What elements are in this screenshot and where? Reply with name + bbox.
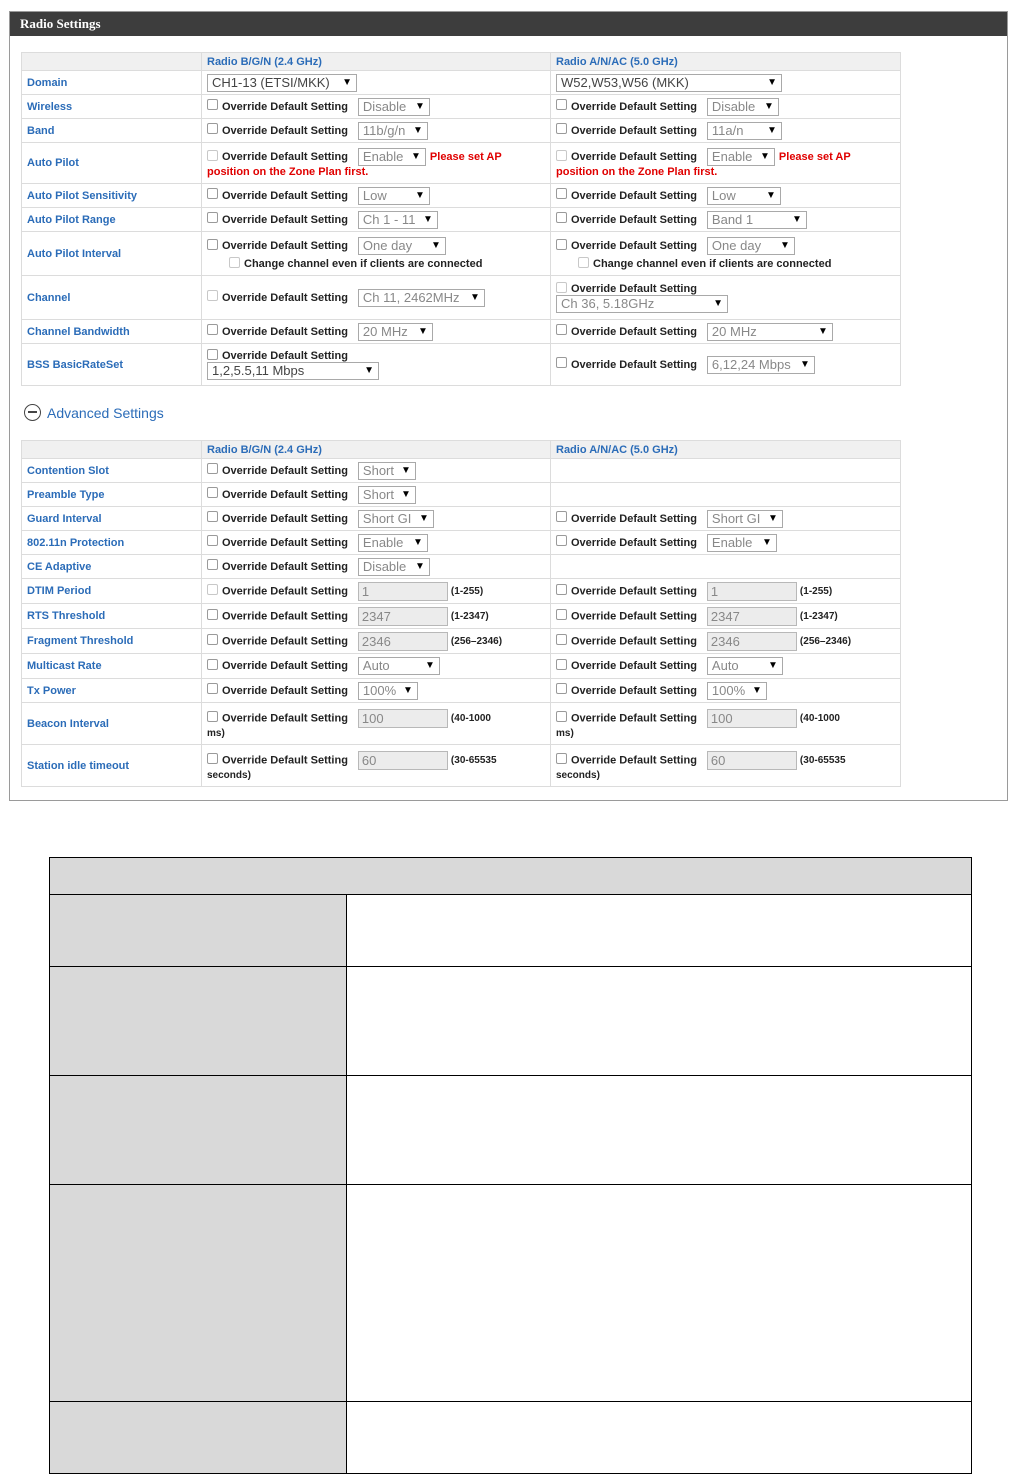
description-row (50, 967, 972, 1076)
bss-select-5[interactable]: 6,12,24 Mbps ▼ (707, 356, 815, 374)
bandwidth-select-24[interactable]: 20 MHz ▼ (358, 323, 433, 341)
table-row: 802.11n Protection Override Default Setting Enable ▼ Override Default Setting Enable ▼ (22, 531, 901, 555)
domain-select-5[interactable]: W52,W53,W56 (MKK) ▼ (556, 74, 782, 92)
rts-input-5[interactable]: 2347 (707, 607, 797, 626)
row-label-auto-pilot-interval: Auto Pilot Interval (22, 232, 202, 276)
wireless-select-24[interactable]: Disable ▼ (358, 98, 430, 116)
multicast-select-24[interactable]: Auto ▼ (358, 657, 440, 675)
override-checkbox[interactable] (556, 150, 567, 161)
table-row (22, 71, 901, 95)
override-checkbox[interactable] (556, 609, 567, 620)
idle-input-5[interactable]: 60 (707, 751, 797, 770)
contention-select-24[interactable]: Short ▼ (358, 462, 416, 480)
interval-select-5[interactable]: One day ▼ (707, 237, 795, 255)
table-row: Tx Power Override Default Setting 100% ▼ Override Default Setting 100% ▼ (22, 679, 901, 703)
override-checkbox[interactable] (556, 634, 567, 645)
auto-pilot-select-5[interactable]: Enable ▼ (707, 148, 775, 166)
channel-select-5[interactable]: Ch 36, 5.18GHz ▼ (556, 295, 728, 313)
auto-pilot-select-24[interactable]: Enable ▼ (358, 148, 426, 166)
table-row: BSS BasicRateSet Override Default Setting 1,2,5.5,11 Mbps ▼ Override Default Setting 6,12,24 Mbps ▼ (22, 344, 901, 386)
row-label-preamble-type: Preamble Type (22, 483, 202, 507)
multicast-select-5[interactable]: Auto ▼ (707, 657, 783, 675)
override-checkbox[interactable] (556, 282, 567, 293)
preamble-select-24[interactable]: Short ▼ (358, 486, 416, 504)
description-row (50, 1185, 972, 1402)
override-checkbox[interactable] (207, 511, 218, 522)
description-table (49, 857, 972, 1474)
override-checkbox[interactable] (207, 123, 218, 134)
table-row: Channel Bandwidth Override Default Setting 20 MHz ▼ Override Default Setting 20 MHz ▼ (22, 320, 901, 344)
bss-select-24[interactable]: 1,2,5.5,11 Mbps ▼ (207, 362, 379, 380)
override-checkbox[interactable] (207, 659, 218, 670)
advanced-settings-table (21, 440, 901, 787)
domain-select-24[interactable]: CH1-13 (ETSI/MKK) ▼ (207, 74, 357, 92)
override-checkbox[interactable] (556, 753, 567, 764)
table-row: DTIM Period Override Default Setting 1 (1-255) Override Default Setting 1 (1-255) (22, 579, 901, 604)
row-label-auto-pilot-sensitivity: Auto Pilot Sensitivity (22, 184, 202, 208)
row-label-guard-interval: Guard Interval (22, 507, 202, 531)
col-header-5ghz: Radio A/N/AC (5.0 GHz) (551, 441, 901, 459)
change-channel-checkbox[interactable] (229, 257, 240, 268)
band-select-24[interactable]: 11b/g/n ▼ (358, 122, 428, 140)
table-row: RTS Threshold Override Default Setting 2347 (1-2347) Override Default Setting 2347 (1-2347) (22, 604, 901, 629)
txpower-select-24[interactable]: 100% ▼ (358, 682, 418, 700)
guard-select-5[interactable]: Short GI ▼ (707, 510, 783, 528)
override-checkbox[interactable] (207, 683, 218, 694)
table-header-row (22, 53, 901, 71)
sensitivity-select-5[interactable]: Low ▼ (707, 187, 781, 205)
override-checkbox[interactable] (207, 487, 218, 498)
row-label-beacon: Beacon Interval (22, 703, 202, 745)
override-checkbox[interactable] (207, 609, 218, 620)
override-checkbox[interactable] (207, 753, 218, 764)
dtim-input-24[interactable]: 1 (358, 582, 448, 601)
advanced-settings-toggle[interactable]: Advanced Settings (24, 404, 164, 421)
override-checkbox[interactable] (207, 349, 218, 360)
override-checkbox[interactable] (556, 511, 567, 522)
guard-select-24[interactable]: Short GI ▼ (358, 510, 434, 528)
table-row: Multicast Rate Override Default Setting Auto ▼ Override Default Setting Auto ▼ (22, 654, 901, 679)
rts-input-24[interactable]: 2347 (358, 607, 448, 626)
table-row: Contention Slot Override Default Setting Short ▼ (22, 459, 901, 483)
table-row: Preamble Type Override Default Setting Short ▼ (22, 483, 901, 507)
override-checkbox[interactable] (556, 711, 567, 722)
table-row: Guard Interval Override Default Setting Short GI ▼ Override Default Setting Short GI ▼ (22, 507, 901, 531)
row-label-protection: 802.11n Protection (22, 531, 202, 555)
override-checkbox[interactable] (207, 99, 218, 110)
sensitivity-select-24[interactable]: Low ▼ (358, 187, 430, 205)
override-checkbox[interactable] (556, 188, 567, 199)
row-label-fragment: Fragment Threshold (22, 629, 202, 654)
override-checkbox[interactable] (556, 659, 567, 670)
override-checkbox[interactable] (556, 584, 567, 595)
panel-title: Radio Settings (10, 12, 1007, 36)
row-label-band: Band (22, 119, 202, 143)
ce-select-24[interactable]: Disable ▼ (358, 558, 430, 576)
range-select-24[interactable]: Ch 1 - 11 ▼ (358, 211, 438, 229)
table-row: Band Override Default Setting 11b/g/n ▼ Override Default Setting 11a/n ▼ (22, 119, 901, 143)
band-select-5[interactable]: 11a/n ▼ (707, 122, 782, 140)
row-label-channel-bandwidth: Channel Bandwidth (22, 320, 202, 344)
table-row: Beacon Interval Override Default Setting 100 (40-1000 ms) Override Default Setting 100 (40-1000 ms) (22, 703, 901, 745)
override-checkbox[interactable] (207, 634, 218, 645)
override-checkbox[interactable] (207, 584, 218, 595)
row-label-auto-pilot: Auto Pilot (22, 143, 202, 184)
override-checkbox[interactable] (207, 535, 218, 546)
override-checkbox[interactable] (207, 711, 218, 722)
col-header-5ghz: Radio A/N/AC (5.0 GHz) (551, 53, 901, 71)
table-row: Station idle timeout Override Default Setting 60 (30-65535 seconds) Override Default Setting 60 (30-65535 seconds) (22, 745, 901, 787)
beacon-input-5[interactable]: 100 (707, 709, 797, 728)
override-checkbox[interactable] (556, 99, 567, 110)
table-row: Auto Pilot Override Default Setting Enable ▼ Please set AP position on the Zone Plan first. Override Default Setting Enable ▼ Please set AP position on the Zone Plan first. (22, 143, 901, 184)
protection-select-24[interactable]: Enable ▼ (358, 534, 428, 552)
description-row (50, 895, 972, 967)
row-label-rts: RTS Threshold (22, 604, 202, 629)
row-label-auto-pilot-range: Auto Pilot Range (22, 208, 202, 232)
warning-text: position on the Zone Plan first. (207, 166, 369, 178)
warning-text: Please set AP (429, 150, 502, 163)
override-checkbox[interactable] (207, 239, 218, 250)
row-label-tx-power: Tx Power (22, 679, 202, 703)
table-header-row (22, 441, 901, 459)
override-checkbox[interactable] (556, 357, 567, 368)
row-label-contention-slot: Contention Slot (22, 459, 202, 483)
frag-input-24[interactable]: 2346 (358, 632, 448, 651)
override-checkbox[interactable] (556, 212, 567, 223)
override-checkbox[interactable] (207, 324, 218, 335)
override-checkbox[interactable] (556, 324, 567, 335)
interval-select-24[interactable]: One day ▼ (358, 237, 446, 255)
table-row: Auto Pilot Interval Override Default Setting One day ▼ Change channel even if clients are connected Override Default Setting One day ▼ Change channel even if clients are connected (22, 232, 901, 276)
radio-settings-table (21, 52, 901, 386)
description-row (50, 1076, 972, 1185)
beacon-input-24[interactable]: 100 (358, 709, 448, 728)
description-row (50, 1402, 972, 1474)
table-row: Auto Pilot Range Override Default Setting Ch 1 - 11 ▼ Override Default Setting Band 1 ▼ (22, 208, 901, 232)
protection-select-5[interactable]: Enable ▼ (707, 534, 777, 552)
override-checkbox[interactable] (207, 212, 218, 223)
row-label-dtim: DTIM Period (22, 579, 202, 604)
bandwidth-select-5[interactable]: 20 MHz ▼ (707, 323, 833, 341)
row-label-wireless: Wireless (22, 95, 202, 119)
override-checkbox[interactable] (207, 188, 218, 199)
collapse-icon (24, 404, 41, 421)
override-checkbox[interactable] (556, 123, 567, 134)
txpower-select-5[interactable]: 100% ▼ (707, 682, 767, 700)
row-label-idle-timeout: Station idle timeout (22, 745, 202, 787)
range-select-5[interactable]: Band 1 ▼ (707, 211, 807, 229)
table-row: CE Adaptive Override Default Setting Disable ▼ (22, 555, 901, 579)
override-checkbox[interactable] (556, 683, 567, 694)
wireless-select-5[interactable]: Disable ▼ (707, 98, 779, 116)
description-header-row (50, 858, 972, 895)
override-checkbox[interactable] (207, 150, 218, 161)
row-label-ce-adaptive: CE Adaptive (22, 555, 202, 579)
table-row: Channel Override Default Setting Ch 11, 2462MHz ▼ Override Default Setting Ch 36, 5.18GHz ▼ (22, 276, 901, 320)
row-label-bss: BSS BasicRateSet (22, 344, 202, 386)
row-label-domain: Domain (22, 71, 202, 95)
idle-input-24[interactable]: 60 (358, 751, 448, 770)
dtim-input-5[interactable]: 1 (707, 582, 797, 601)
warning-text: Please set AP (778, 150, 851, 163)
override-checkbox[interactable] (207, 463, 218, 474)
override-checkbox[interactable] (556, 535, 567, 546)
override-checkbox[interactable] (556, 239, 567, 250)
row-label-channel: Channel (22, 276, 202, 320)
row-label-multicast: Multicast Rate (22, 654, 202, 679)
table-row: Wireless Override Default Setting Disable ▼ Override Default Setting Disable ▼ (22, 95, 901, 119)
override-checkbox[interactable] (207, 559, 218, 570)
table-row: Auto Pilot Sensitivity Override Default Setting Low ▼ Override Default Setting Low ▼ (22, 184, 901, 208)
col-header-24ghz: Radio B/G/N (2.4 GHz) (202, 53, 551, 71)
col-header-24ghz: Radio B/G/N (2.4 GHz) (202, 441, 551, 459)
warning-text: position on the Zone Plan first. (556, 166, 718, 178)
channel-select-24[interactable]: Ch 11, 2462MHz ▼ (358, 289, 485, 307)
override-checkbox[interactable] (207, 290, 218, 301)
frag-input-5[interactable]: 2346 (707, 632, 797, 651)
change-channel-checkbox[interactable] (578, 257, 589, 268)
table-row: Fragment Threshold Override Default Setting 2346 (256–2346) Override Default Setting 2346 (256–2346) (22, 629, 901, 654)
